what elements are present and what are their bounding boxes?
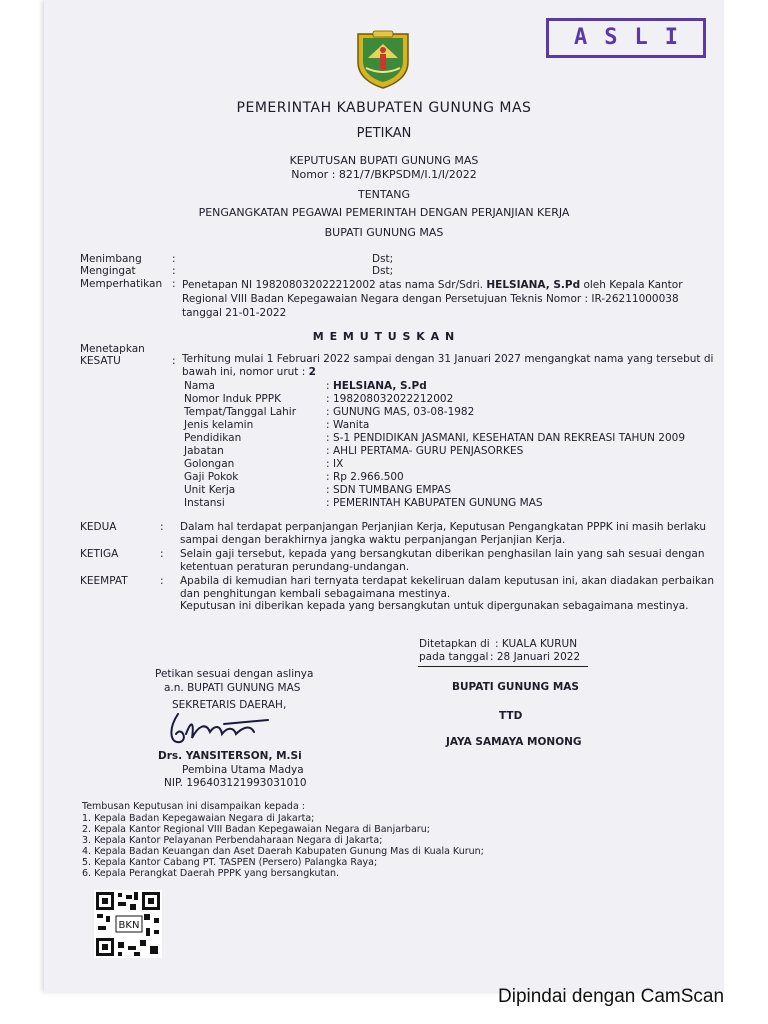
kedua-label: KEDUA	[80, 521, 117, 533]
ketiga-label: KETIGA	[80, 548, 119, 560]
signature-icon	[158, 704, 288, 754]
field-label-position: Jabatan	[184, 445, 224, 457]
decree-number: Nomor : 821/7/BKPSDM/I.1/I/2022	[291, 168, 477, 181]
kedua-line-1: Dalam hal terdapat perpanjangan Perjanjian Kerja, Keputusan Pengangkatan PPPK ini masih berlaku	[180, 521, 707, 533]
cert-line-3: SEKRETARIS DAERAH,	[172, 699, 287, 711]
keempat-line-2: dan penghitungan kembali sebagaimana mestinya.	[180, 588, 451, 600]
menetapkan-label: Menetapkan	[80, 343, 145, 355]
kesatu-text: Terhitung mulai 1 Februari 2022 sampai dengan 31 Januari 2027 mengangkat nama yang tersebut di	[182, 353, 714, 365]
tembusan-item: 6. Kepala Perangkat Daerah PPPK yang bersangkutan.	[82, 868, 340, 879]
field-label-salary: Gaji Pokok	[184, 471, 239, 483]
mengingat-value: Dst;	[372, 265, 394, 277]
secretary-nip: NIP. 196403121993031010	[164, 777, 307, 789]
cert-line-1: Petikan sesuai dengan aslinya	[155, 668, 314, 680]
field-value-nama: HELSIANA, S.Pd	[333, 380, 427, 392]
field-value-salary: Rp 2.966.500	[333, 471, 404, 483]
field-value-education: S-1 PENDIDIKAN JASMANI, KESEHATAN DAN REKREASI TAHUN 2009	[333, 432, 685, 444]
tembusan-item: 5. Kepala Kantor Cabang PT. TASPEN (Persero) Palangka Raya;	[82, 857, 378, 868]
memperhatikan-text: Penetapan NI 198208032022212002 atas nama Sdr/Sdri. HELSIANA, S.Pd oleh Kepala Kantor Regional VIII Badan Kepegawaian Negara dengan Persetujuan Teknis Nomor : IR-26211000038 tanggal 21-01-2022	[182, 279, 683, 319]
qr-code-icon	[94, 890, 162, 958]
ketiga-line-2: ketentuan peraturan perundang-undangan.	[180, 561, 410, 573]
menimbang-label: Menimbang	[80, 253, 142, 265]
keempat-line-3: Keputusan ini diberikan kepada yang bersangkutan untuk dipergunakan sebagaimana mestinya.	[180, 600, 689, 612]
field-label-nama: Nama	[184, 380, 215, 392]
secretary-rank: Pembina Utama Madya	[182, 764, 304, 776]
field-value-position: AHLI PERTAMA- GURU PENJASORKES	[333, 445, 524, 457]
date-label: pada tanggal	[419, 651, 489, 663]
tentang-label: TENTANG	[357, 188, 411, 201]
secretary-name: Drs. YANSITERSON, M.Si	[158, 750, 302, 762]
regency-emblem-icon	[352, 28, 414, 90]
ketiga-line-1: Selain gaji tersebut, kepada yang bersangkutan diberikan penghasilan lain yang sah sesuai dengan	[180, 548, 705, 560]
regent-name: JAYA SAMAYA MONONG	[446, 736, 582, 748]
petikan-title: PETIKAN	[356, 126, 412, 141]
ttd-label: TTD	[499, 710, 523, 722]
field-label-ttl: Tempat/Tanggal Lahir	[184, 406, 297, 418]
kesatu-text-2: bawah ini, nomor urut : 2	[182, 366, 316, 378]
menimbang-value: Dst;	[372, 253, 394, 265]
memperhatikan-label: Memperhatikan	[80, 278, 163, 290]
field-value-grade: IX	[333, 458, 344, 470]
tembusan-item: 1. Kepala Badan Kepegawaian Negara di Jakarta;	[82, 813, 315, 824]
kesatu-label: KESATU	[80, 355, 121, 367]
tembusan-item: 2. Kepala Kantor Regional VIII Badan Kepegawaian Negara di Banjarbaru;	[82, 824, 430, 835]
authority-title: BUPATI GUNUNG MAS	[324, 226, 444, 239]
decree-subject: PENGANGKATAN PEGAWAI PEMERINTAH DENGAN PERJANJIAN KERJA	[198, 206, 570, 219]
keempat-label: KEEMPAT	[80, 575, 128, 587]
date-underline	[418, 666, 588, 667]
date-value: : 28 Januari 2022	[490, 651, 581, 663]
field-label-institution: Instansi	[184, 497, 225, 509]
government-title: PEMERINTAH KABUPATEN GUNUNG MAS	[236, 100, 532, 116]
camscanner-watermark: Dipindai dengan CamScan	[498, 986, 725, 1007]
place-label: Ditetapkan di	[419, 638, 490, 650]
qr-label: BKN	[118, 920, 140, 931]
kedua-line-2: sampai dengan berakhirnya jangka waktu perpanjangan Perjanjian Kerja.	[180, 534, 566, 546]
tembusan-item: 3. Kepala Kantor Pelayanan Perbendaharaan Negara di Jakarta;	[82, 835, 383, 846]
memutuskan-heading: M E M U T U S K A N	[312, 330, 456, 343]
asli-stamp: ASLI	[546, 18, 706, 58]
tembusan-item: 4. Kepala Badan Keuangan dan Aset Daerah Kabupaten Gunung Mas di Kuala Kurun;	[82, 846, 484, 857]
keempat-line-1: Apabila di kemudian hari ternyata terdapat kekeliruan dalam keputusan ini, akan diadakan perbaikan	[180, 575, 714, 587]
tembusan-title: Tembusan Keputusan ini disampaikan kepada :	[82, 801, 305, 812]
field-value-nip: 198208032022212002	[333, 393, 454, 405]
field-label-grade: Golongan	[184, 458, 235, 470]
field-value-gender: Wanita	[333, 419, 370, 431]
cert-line-2: a.n. BUPATI GUNUNG MAS	[164, 682, 301, 694]
field-label-unit: Unit Kerja	[184, 484, 236, 496]
place-value: : KUALA KURUN	[495, 638, 578, 650]
field-label-nip: Nomor Induk PPPK	[184, 393, 281, 405]
field-value-institution: PEMERINTAH KABUPATEN GUNUNG MAS	[333, 497, 543, 509]
field-label-gender: Jenis kelamin	[184, 419, 254, 431]
field-label-education: Pendidikan	[184, 432, 242, 444]
field-value-ttl: GUNUNG MAS, 03-08-1982	[333, 406, 475, 418]
field-value-unit: SDN TUMBANG EMPAS	[333, 484, 452, 496]
regent-title: BUPATI GUNUNG MAS	[452, 681, 579, 693]
decree-title: KEPUTUSAN BUPATI GUNUNG MAS	[289, 154, 479, 167]
mengingat-label: Mengingat	[80, 265, 136, 277]
